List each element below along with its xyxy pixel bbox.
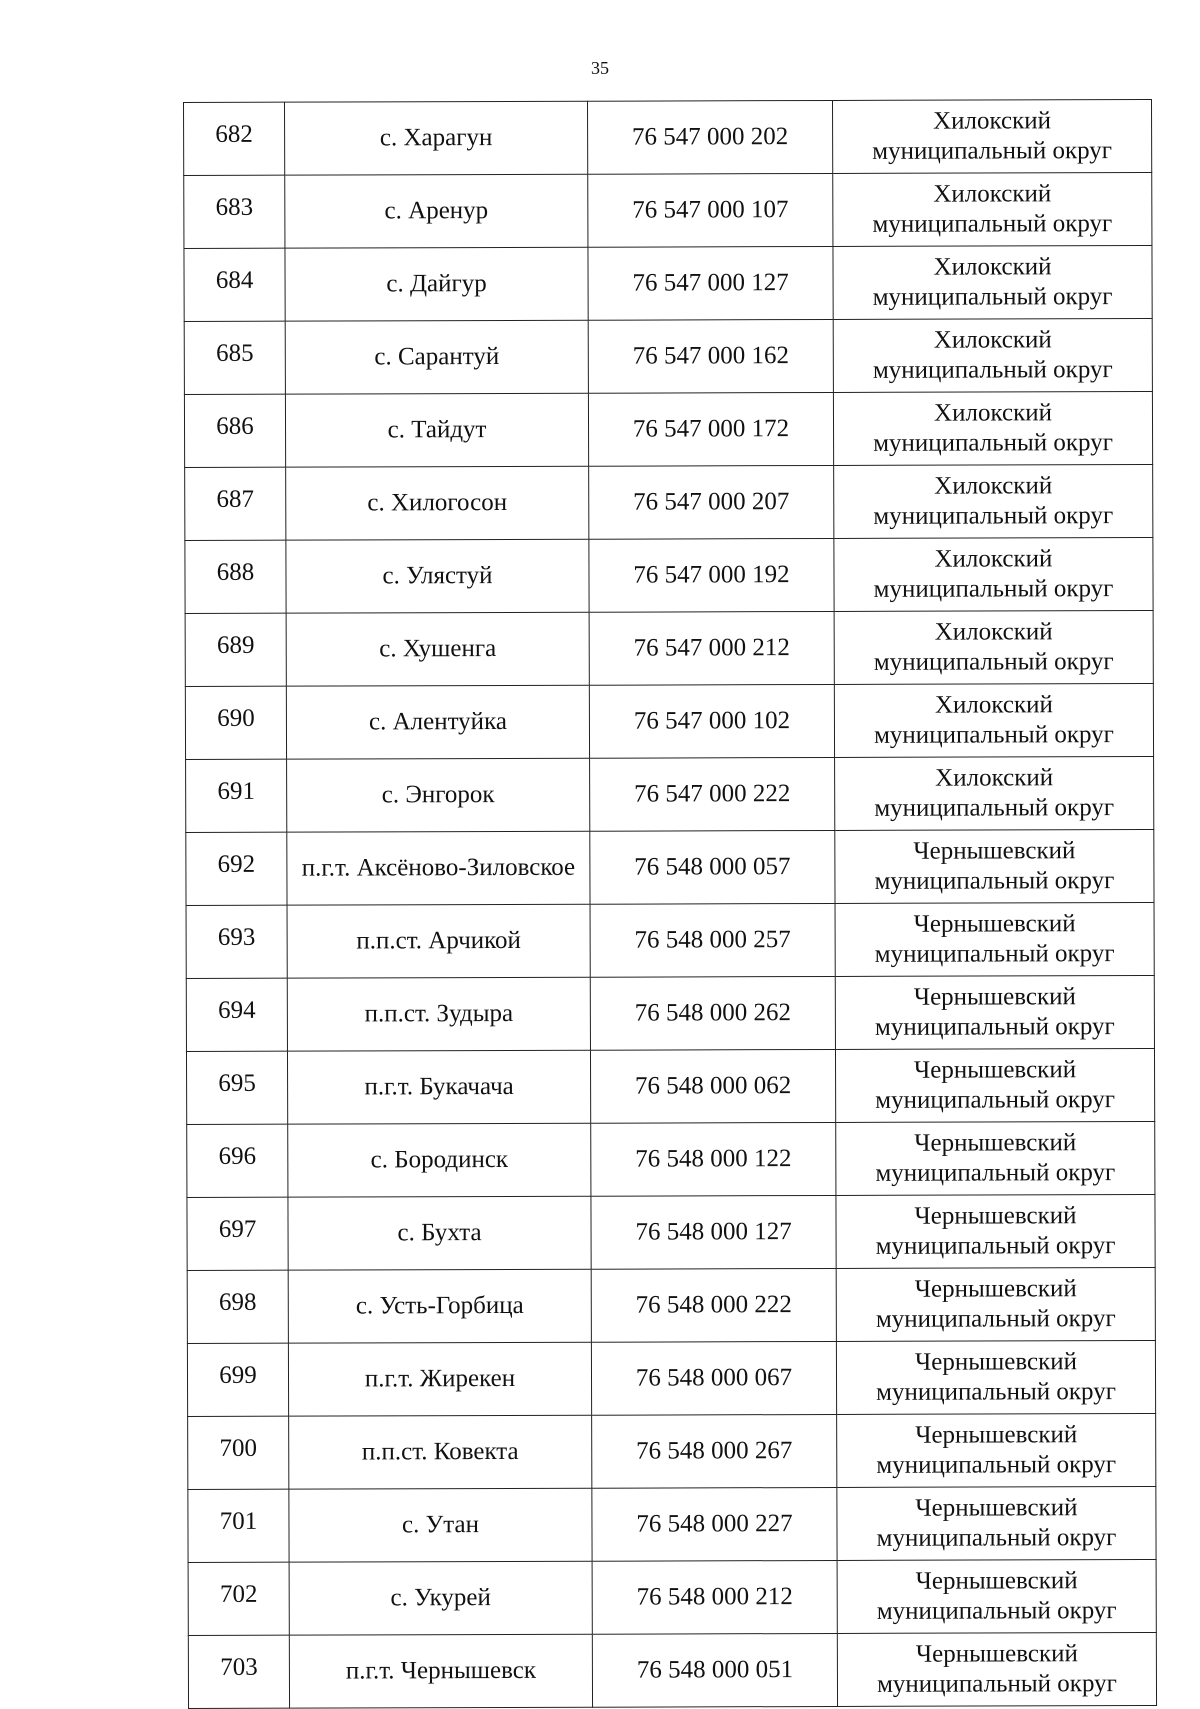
table-row bbox=[184, 99, 1152, 175]
district-cell bbox=[836, 1340, 1155, 1414]
district-cell bbox=[832, 99, 1151, 173]
oktmo-code-cell: 76 547 000 212 bbox=[589, 611, 834, 685]
district-type: муниципальный округ bbox=[872, 137, 1113, 165]
oktmo-code-cell: 76 547 000 192 bbox=[589, 538, 834, 612]
district-cell bbox=[837, 1559, 1156, 1633]
row-number-cell: 697 bbox=[187, 1197, 288, 1270]
table-row bbox=[185, 610, 1153, 686]
oktmo-code-cell: 76 548 000 222 bbox=[591, 1268, 836, 1342]
oktmo-code-cell: 76 547 000 202 bbox=[587, 100, 832, 174]
oktmo-code-cell: 76 548 000 227 bbox=[592, 1487, 837, 1561]
district-type: муниципальный округ bbox=[873, 575, 1114, 603]
settlement-name-cell: с. Укурей bbox=[289, 1561, 592, 1635]
oktmo-code-cell: 76 548 000 122 bbox=[591, 1122, 836, 1196]
settlement-name-cell: п.п.ст. Ковекта bbox=[289, 1415, 592, 1489]
district-name: Чернышевский bbox=[915, 1640, 1078, 1668]
table-row bbox=[184, 318, 1152, 394]
row-number-cell: 686 bbox=[184, 394, 285, 467]
district-name: Чернышевский bbox=[915, 1567, 1078, 1595]
district-name: Чернышевский bbox=[915, 1494, 1078, 1522]
settlement-name-cell: с. Бухта bbox=[288, 1196, 591, 1270]
settlement-name-cell: п.п.ст. Арчикой bbox=[287, 904, 590, 978]
district-type: муниципальный округ bbox=[874, 940, 1115, 968]
row-number-cell: 703 bbox=[188, 1635, 289, 1708]
row-number-cell: 691 bbox=[186, 759, 287, 832]
district-cell bbox=[835, 902, 1154, 976]
district-name: Хилокский bbox=[933, 253, 1052, 281]
district-cell bbox=[834, 610, 1153, 684]
district-name: Чернышевский bbox=[913, 837, 1076, 865]
settlement-name-cell: п.г.т. Жирекен bbox=[288, 1342, 591, 1416]
district-type: муниципальный округ bbox=[875, 1232, 1116, 1260]
row-number-cell: 702 bbox=[188, 1562, 289, 1635]
table-row bbox=[184, 391, 1152, 467]
district-name: Чернышевский bbox=[914, 1348, 1078, 1376]
row-number-cell: 699 bbox=[187, 1343, 288, 1416]
settlement-name-cell: с. Усть-Горбица bbox=[288, 1269, 591, 1343]
district-cell bbox=[837, 1486, 1156, 1560]
settlement-name-cell: с. Харагун bbox=[285, 101, 588, 175]
table-row bbox=[187, 1267, 1155, 1343]
oktmo-code-cell: 76 547 000 162 bbox=[588, 319, 833, 393]
table-row bbox=[185, 464, 1153, 540]
district-name: Хилокский bbox=[934, 691, 1053, 719]
row-number-cell: 687 bbox=[185, 467, 286, 540]
district-name: Хилокский bbox=[933, 326, 1052, 354]
settlement-name-cell: с. Алентуйка bbox=[286, 685, 589, 759]
district-type: муниципальный округ bbox=[874, 794, 1115, 822]
district-name: Чернышевский bbox=[913, 1056, 1077, 1084]
settlement-name-cell: с. Сарантуй bbox=[285, 320, 588, 394]
district-name: Хилокский bbox=[934, 545, 1053, 573]
oktmo-code-cell: 76 548 000 051 bbox=[592, 1633, 837, 1707]
oktmo-code-cell: 76 547 000 127 bbox=[588, 246, 833, 320]
row-number-cell: 700 bbox=[188, 1416, 289, 1489]
row-number-cell: 701 bbox=[188, 1489, 289, 1562]
district-type: муниципальный округ bbox=[872, 210, 1113, 238]
district-type: муниципальный округ bbox=[874, 721, 1114, 749]
district-name: Чернышевский bbox=[914, 1129, 1077, 1157]
oktmo-code-cell: 76 547 000 107 bbox=[588, 173, 833, 247]
settlement-name-cell: с. Энгорок bbox=[287, 758, 590, 832]
oktmo-code-cell: 76 547 000 222 bbox=[590, 757, 835, 831]
district-cell bbox=[833, 245, 1152, 319]
row-number-cell: 696 bbox=[187, 1124, 288, 1197]
district-name: Чернышевский bbox=[915, 1421, 1078, 1449]
settlements-table bbox=[183, 99, 1157, 1709]
district-cell bbox=[833, 391, 1152, 465]
oktmo-code-cell: 76 547 000 102 bbox=[589, 684, 834, 758]
oktmo-code-cell: 76 548 000 257 bbox=[590, 903, 835, 977]
row-number-cell: 689 bbox=[185, 613, 286, 686]
district-name: Хилокский bbox=[933, 399, 1052, 427]
district-name: Хилокский bbox=[934, 618, 1053, 646]
oktmo-code-cell: 76 548 000 057 bbox=[590, 830, 835, 904]
row-number-cell: 682 bbox=[184, 102, 285, 175]
district-type: муниципальный округ bbox=[873, 502, 1114, 530]
table-row bbox=[184, 172, 1152, 248]
settlement-name-cell: с. Дайгур bbox=[285, 247, 588, 321]
oktmo-code-cell: 76 548 000 267 bbox=[592, 1414, 837, 1488]
oktmo-code-cell: 76 548 000 067 bbox=[591, 1341, 836, 1415]
table-row bbox=[187, 1194, 1155, 1270]
district-type: муниципальный округ bbox=[873, 648, 1114, 676]
district-type: муниципальный округ bbox=[874, 867, 1115, 895]
settlement-name-cell: п.г.т. Букачача bbox=[287, 1050, 590, 1124]
oktmo-code-cell: 76 548 000 127 bbox=[591, 1195, 836, 1269]
district-cell bbox=[836, 1121, 1155, 1195]
district-cell bbox=[837, 1632, 1156, 1706]
table-row bbox=[186, 975, 1154, 1051]
district-type: муниципальный округ bbox=[876, 1597, 1117, 1625]
district-type: муниципальный округ bbox=[876, 1451, 1117, 1479]
district-name: Хилокский bbox=[935, 764, 1054, 792]
district-cell bbox=[833, 172, 1152, 246]
district-name: Чернышевский bbox=[914, 1202, 1077, 1230]
row-number-cell: 683 bbox=[184, 175, 285, 248]
district-type: муниципальный округ bbox=[875, 1305, 1116, 1333]
row-number-cell: 692 bbox=[186, 832, 287, 905]
settlement-name-cell: п.г.т. Чернышевск bbox=[289, 1634, 592, 1708]
district-cell bbox=[834, 537, 1153, 611]
district-name: Чернышевский bbox=[914, 1275, 1077, 1303]
row-number-cell: 684 bbox=[184, 248, 285, 321]
table-row bbox=[187, 1121, 1155, 1197]
district-name: Хилокский bbox=[934, 472, 1053, 500]
oktmo-code-cell: 76 547 000 207 bbox=[589, 465, 834, 539]
district-name: Хилокский bbox=[933, 180, 1052, 208]
district-cell bbox=[837, 1413, 1156, 1487]
row-number-cell: 688 bbox=[185, 540, 286, 613]
district-name: Чернышевский bbox=[913, 983, 1076, 1011]
settlement-name-cell: п.г.т. Аксёново-Зиловское bbox=[287, 831, 590, 905]
district-cell bbox=[835, 975, 1154, 1049]
settlement-name-cell: с. Хилогосон bbox=[286, 466, 589, 540]
settlement-name-cell: с. Бородинск bbox=[288, 1123, 591, 1197]
district-cell bbox=[834, 464, 1153, 538]
district-type: муниципальный округ bbox=[876, 1378, 1116, 1406]
district-cell bbox=[836, 1267, 1155, 1341]
district-name: Хилокский bbox=[933, 107, 1052, 135]
district-cell bbox=[834, 683, 1153, 757]
page-number: 35 bbox=[591, 58, 609, 78]
table-row bbox=[188, 1413, 1156, 1489]
table-row bbox=[186, 902, 1154, 978]
settlement-name-cell: с. Улястуй bbox=[286, 539, 589, 613]
row-number-cell: 693 bbox=[186, 905, 287, 978]
table-row bbox=[186, 829, 1154, 905]
oktmo-code-cell: 76 548 000 062 bbox=[590, 1049, 835, 1123]
district-type: муниципальный округ bbox=[873, 429, 1114, 457]
row-number-cell: 690 bbox=[185, 686, 286, 759]
district-cell bbox=[835, 829, 1154, 903]
district-cell bbox=[835, 1048, 1154, 1122]
oktmo-code-cell: 76 548 000 262 bbox=[590, 976, 835, 1050]
district-cell bbox=[836, 1194, 1155, 1268]
settlement-name-cell: с. Аренур bbox=[285, 174, 588, 248]
district-type: муниципальный округ bbox=[875, 1159, 1116, 1187]
table-row bbox=[185, 537, 1153, 613]
table-row bbox=[186, 1048, 1154, 1124]
district-name: Чернышевский bbox=[913, 910, 1076, 938]
oktmo-code-cell: 76 547 000 172 bbox=[588, 392, 833, 466]
district-cell bbox=[833, 318, 1152, 392]
table-row bbox=[187, 1340, 1155, 1416]
table-row bbox=[188, 1632, 1156, 1708]
district-type: муниципальный округ bbox=[876, 1524, 1117, 1552]
table-row bbox=[185, 683, 1153, 759]
district-type: муниципальный округ bbox=[872, 356, 1113, 384]
table-row bbox=[188, 1559, 1156, 1635]
district-type: муниципальный округ bbox=[877, 1670, 1117, 1698]
district-cell bbox=[835, 756, 1154, 830]
row-number-cell: 695 bbox=[186, 1051, 287, 1124]
row-number-cell: 685 bbox=[184, 321, 285, 394]
district-type: муниципальный округ bbox=[875, 1086, 1116, 1114]
table-row bbox=[186, 756, 1154, 832]
settlement-name-cell: с. Утан bbox=[289, 1488, 592, 1562]
settlement-name-cell: с. Хушенга bbox=[286, 612, 589, 686]
table-row bbox=[184, 245, 1152, 321]
row-number-cell: 694 bbox=[186, 978, 287, 1051]
settlement-name-cell: с. Тайдут bbox=[285, 393, 588, 467]
oktmo-code-cell: 76 548 000 212 bbox=[592, 1560, 837, 1634]
table-body bbox=[184, 99, 1157, 1708]
settlement-name-cell: п.п.ст. Зудыра bbox=[287, 977, 590, 1051]
district-type: муниципальный округ bbox=[874, 1013, 1115, 1041]
district-type: муниципальный округ bbox=[872, 283, 1113, 311]
row-number-cell: 698 bbox=[187, 1270, 288, 1343]
table-row bbox=[188, 1486, 1156, 1562]
